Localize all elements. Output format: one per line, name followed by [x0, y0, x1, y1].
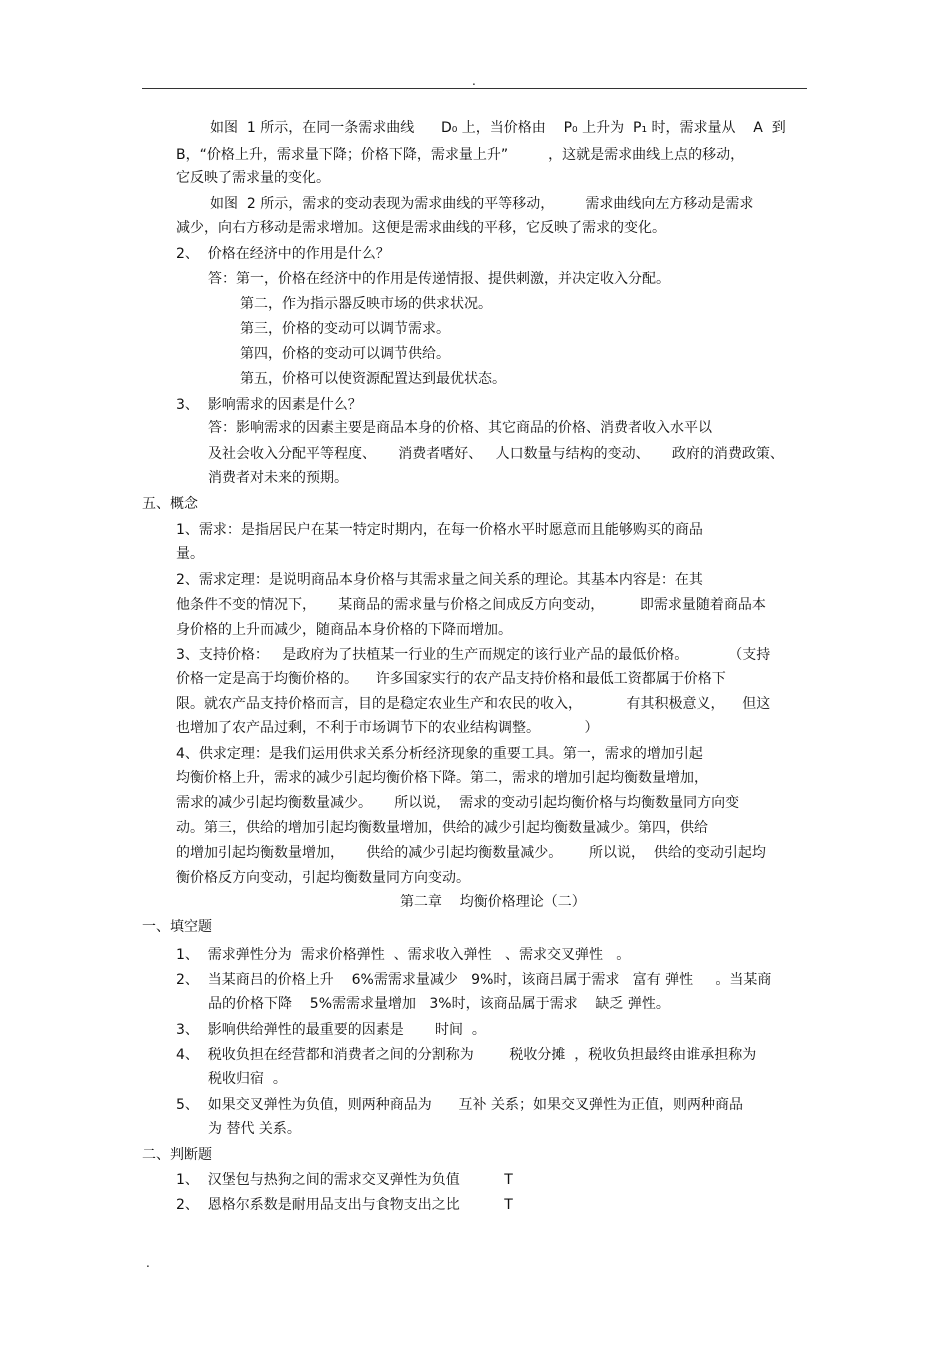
text-line: 如图 1 所示，在同一条需求曲线 D₀ 上，当价格由 P₀ 上升为 P₁ 时，需求量从 A 到 — [210, 120, 786, 136]
text-line: 第二章 均衡价格理论（二） — [400, 894, 586, 910]
text-line: 2、 价格在经济中的作用是什么？ — [176, 246, 390, 262]
text-line: 也增加了农产品过剩，不利于市场调节下的农业结构调整。 ） — [176, 720, 599, 736]
text-line: 身价格的上升而减少，随商品本身价格的下降而增加。 — [176, 622, 512, 638]
text-line: 第四，价格的变动可以调节供给。 — [240, 346, 450, 362]
text-line: 第二，作为指示器反映市场的供求状况。 — [240, 296, 492, 312]
header-rule — [142, 88, 807, 89]
text-line: 它反映了需求量的变化。 — [176, 170, 330, 186]
text-line: 需求的减少引起均衡数量减少。 所以说， 需求的变动引起均衡价格与均衡数量同方向变 — [176, 795, 740, 811]
text-line: 3、 影响需求的因素是什么？ — [176, 397, 362, 413]
text-line: 1、 需求弹性分为 需求价格弹性 、需求收入弹性 、需求交叉弹性 。 — [176, 947, 631, 963]
text-line: 2、需求定理：是说明商品本身价格与其需求量之间关系的理论。其基本内容是：在其 — [176, 572, 703, 588]
text-line: 二、判断题 — [142, 1147, 212, 1163]
text-line: 答：影响需求的因素主要是商品本身的价格、其它商品的价格、消费者收入水平以 — [208, 420, 712, 436]
text-line: 他条件不变的情况下， 某商品的需求量与价格之间成反方向变动， 即需求量随着商品本 — [176, 597, 766, 613]
text-line: 品的价格下降 5%需需求量增加 3%时，该商品属于需求 缺乏 弹性。 — [208, 996, 670, 1012]
text-line: 答：第一，价格在经济中的作用是传递情报、提供刺激，并决定收入分配。 — [208, 271, 670, 287]
text-line: 税收归宿 。 — [208, 1071, 287, 1087]
text-line: 2、 当某商吕的价格上升 6%需需求量减少 9%时，该商吕属于需求 富有 弹性 。当某商 — [176, 972, 772, 988]
text-line: 价格一定是高于均衡价格的。 许多国家实行的农产品支持价格和最低工资都属于价格下 — [176, 671, 726, 687]
text-line: 减少，向右方移动是需求增加。这便是需求曲线的平移，它反映了需求的变化。 — [176, 220, 666, 236]
text-line: 5、 如果交叉弹性为负值，则两种商品为 互补 关系；如果交叉弹性为正值，则两种商品 — [176, 1097, 743, 1113]
text-line: 第三，价格的变动可以调节需求。 — [240, 321, 450, 337]
text-line: 的增加引起均衡数量增加， 供给的减少引起均衡数量减少。 所以说， 供给的变动引起均 — [176, 845, 766, 861]
text-line: 消费者对未来的预期。 — [208, 470, 348, 486]
header-dot: . — [472, 74, 476, 88]
text-line: 2、 恩格尔系数是耐用品支出与食物支出之比 T — [176, 1197, 513, 1213]
text-line: 如图 2 所示，需求的变动表现为需求曲线的平等移动， 需求曲线向左方移动是需求 — [210, 196, 754, 212]
text-line: 第五，价格可以使资源配置达到最优状态。 — [240, 371, 506, 387]
text-line: 动。第三，供给的增加引起均衡数量增加，供给的减少引起均衡数量减少。第四，供给 — [176, 820, 708, 836]
text-line: 限。就农产品支持价格而言，目的是稳定农业生产和农民的收入， 有其积极意义， 但这 — [176, 696, 771, 712]
text-line: 3、 影响供给弹性的最重要的因素是 时间 。 — [176, 1022, 486, 1038]
text-line: 五、概念 — [142, 496, 198, 512]
text-line: 衡价格反方向变动，引起均衡数量同方向变动。 — [176, 870, 470, 886]
text-line: 量。 — [176, 546, 204, 562]
text-line: 均衡价格上升，需求的减少引起均衡价格下降。第二，需求的增加引起均衡数量增加， — [176, 770, 708, 786]
text-line: 及社会收入分配平等程度、 消费者嗜好、 人口数量与结构的变动、 政府的消费政策、 — [208, 446, 784, 462]
text-line: 4、 税收负担在经营都和消费者之间的分割称为 税收分摊 ，税收负担最终由谁承担称为 — [176, 1047, 757, 1063]
text-line: B，“价格上升，需求量下降；价格下降，需求量上升” ，这就是需求曲线上点的移动， — [176, 147, 745, 163]
text-line: 一、填空题 — [142, 919, 212, 935]
text-line: 3、支持价格： 是政府为了扶植某一行业的生产而规定的该行业产品的最低价格。 （支持 — [176, 647, 771, 663]
text-line: 为 替代 关系。 — [208, 1121, 301, 1137]
text-line: 4、供求定理：是我们运用供求关系分析经济现象的重要工具。第一，需求的增加引起 — [176, 746, 703, 762]
text-line: 1、 汉堡包与热狗之间的需求交叉弹性为负值 T — [176, 1172, 513, 1188]
text-line: 1、需求：是指居民户在某一特定时期内，在每一价格水平时愿意而且能够购买的商品 — [176, 522, 703, 538]
footer-dot: . — [146, 1256, 150, 1270]
